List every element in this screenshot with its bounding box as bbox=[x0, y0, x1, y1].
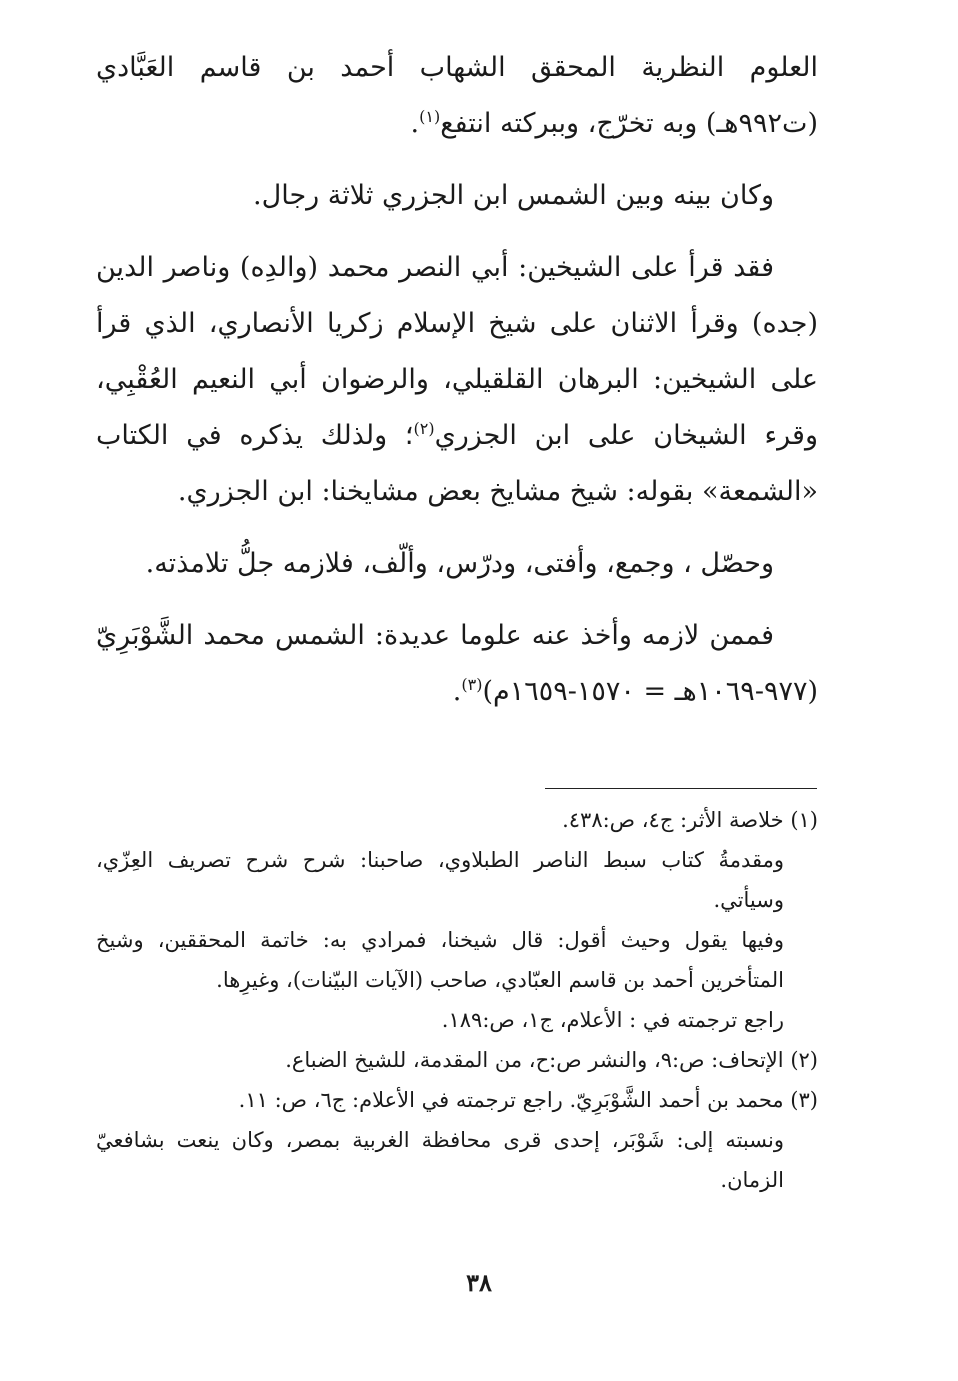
footnote-line: (١) خلاصة الأثر: ج٤، ص:٤٣٨. bbox=[562, 808, 818, 832]
paragraph-1 bbox=[96, 40, 818, 152]
main-text bbox=[96, 40, 818, 736]
paragraph-2-text: وكان بينه وبين الشمس ابن الجزري ثلاثة رجال. bbox=[253, 180, 774, 211]
footnotes bbox=[96, 800, 818, 1200]
paragraph-5-tail: . bbox=[452, 676, 462, 707]
footnote-separator bbox=[545, 788, 817, 789]
paragraph-1-tail: . bbox=[410, 108, 420, 139]
paragraph-5 bbox=[96, 608, 818, 720]
footnote-line: (٢) الإتحاف: ص:٩، والنشر ص:ح، من المقدمة، للشيخ الضباع. bbox=[285, 1048, 818, 1072]
footnote-ref-2: (٢) bbox=[413, 419, 435, 438]
paragraph-3 bbox=[96, 240, 818, 520]
paragraph-4 bbox=[96, 536, 818, 592]
footnote-line: وفيها يقول وحيث أقول: قال شيخنا، فمرادي به: خاتمة المحققين، وشيخ المتأخرين أحمد بن قاسم العبّادي، صاحب (الآيات البيّنات)، وغيرِها. bbox=[96, 928, 784, 992]
page-number: ٣٨ bbox=[466, 1268, 492, 1297]
footnote-ref-3: (٣) bbox=[461, 675, 483, 694]
footnote-line: راجع ترجمته في : الأعلام، ج١، ص:١٨٩. bbox=[441, 1008, 784, 1032]
paragraph-4-text: وحصّل ، وجمع، وأفتى، ودرّس، وألّف، فلازمه جلُّ تلامذته. bbox=[145, 548, 774, 579]
paragraph-5-text: فممن لازمه وأخذ عنه علوما عديدة: الشمس محمد الشَّوْبَرِيّ (٩٧٧-١٠٦٩هـ = ١٥٧٠-١٦٥٩م) bbox=[96, 620, 818, 707]
footnote-line: ومقدمةُ كتاب سبط الناصر الطبلاوي، صاحبنا: شرح شرح تصريف العِزّي، وسيأتي. bbox=[96, 848, 784, 912]
paragraph-2 bbox=[96, 168, 818, 224]
footnote-line: (٣) محمد بن أحمد الشَّوْبَرِيّ. راجع ترجمته في الأعلام: ج٦، ص: ١١. bbox=[238, 1088, 818, 1112]
footnote-line: ونسبته إلى: شَوْبَر، إحدى قرى محافظة الغربية بمصر، وكان ينعت بشافعيّ الزمان. bbox=[96, 1128, 784, 1192]
paragraph-3-text: فقد قرأ على الشيخين: أبي النصر محمد (والدِه) وناصر الدين (جده) وقرأ الاثنان على شيخ الإسلام زكريا الأنصاري، الذي قرأ على الشيخين: البرهان القلقيلي، والرضوان أبي النعيم العُقْبِي، وقرء الشيخان على ابن الجزري bbox=[96, 252, 818, 451]
footnote-ref-1: (١) bbox=[419, 107, 441, 126]
paragraph-1-text: العلوم النظرية المحقق الشهاب أحمد بن قاسم العَبَّادي (ت٩٩٢هـ) وبه تخرّج، وببركته انتفع bbox=[96, 52, 818, 139]
paragraph-3-tail: ؛ ولذلك يذكره في الكتاب «الشمعة» بقوله: شيخ مشايخ بعض مشايخنا: ابن الجزري. bbox=[96, 420, 818, 507]
